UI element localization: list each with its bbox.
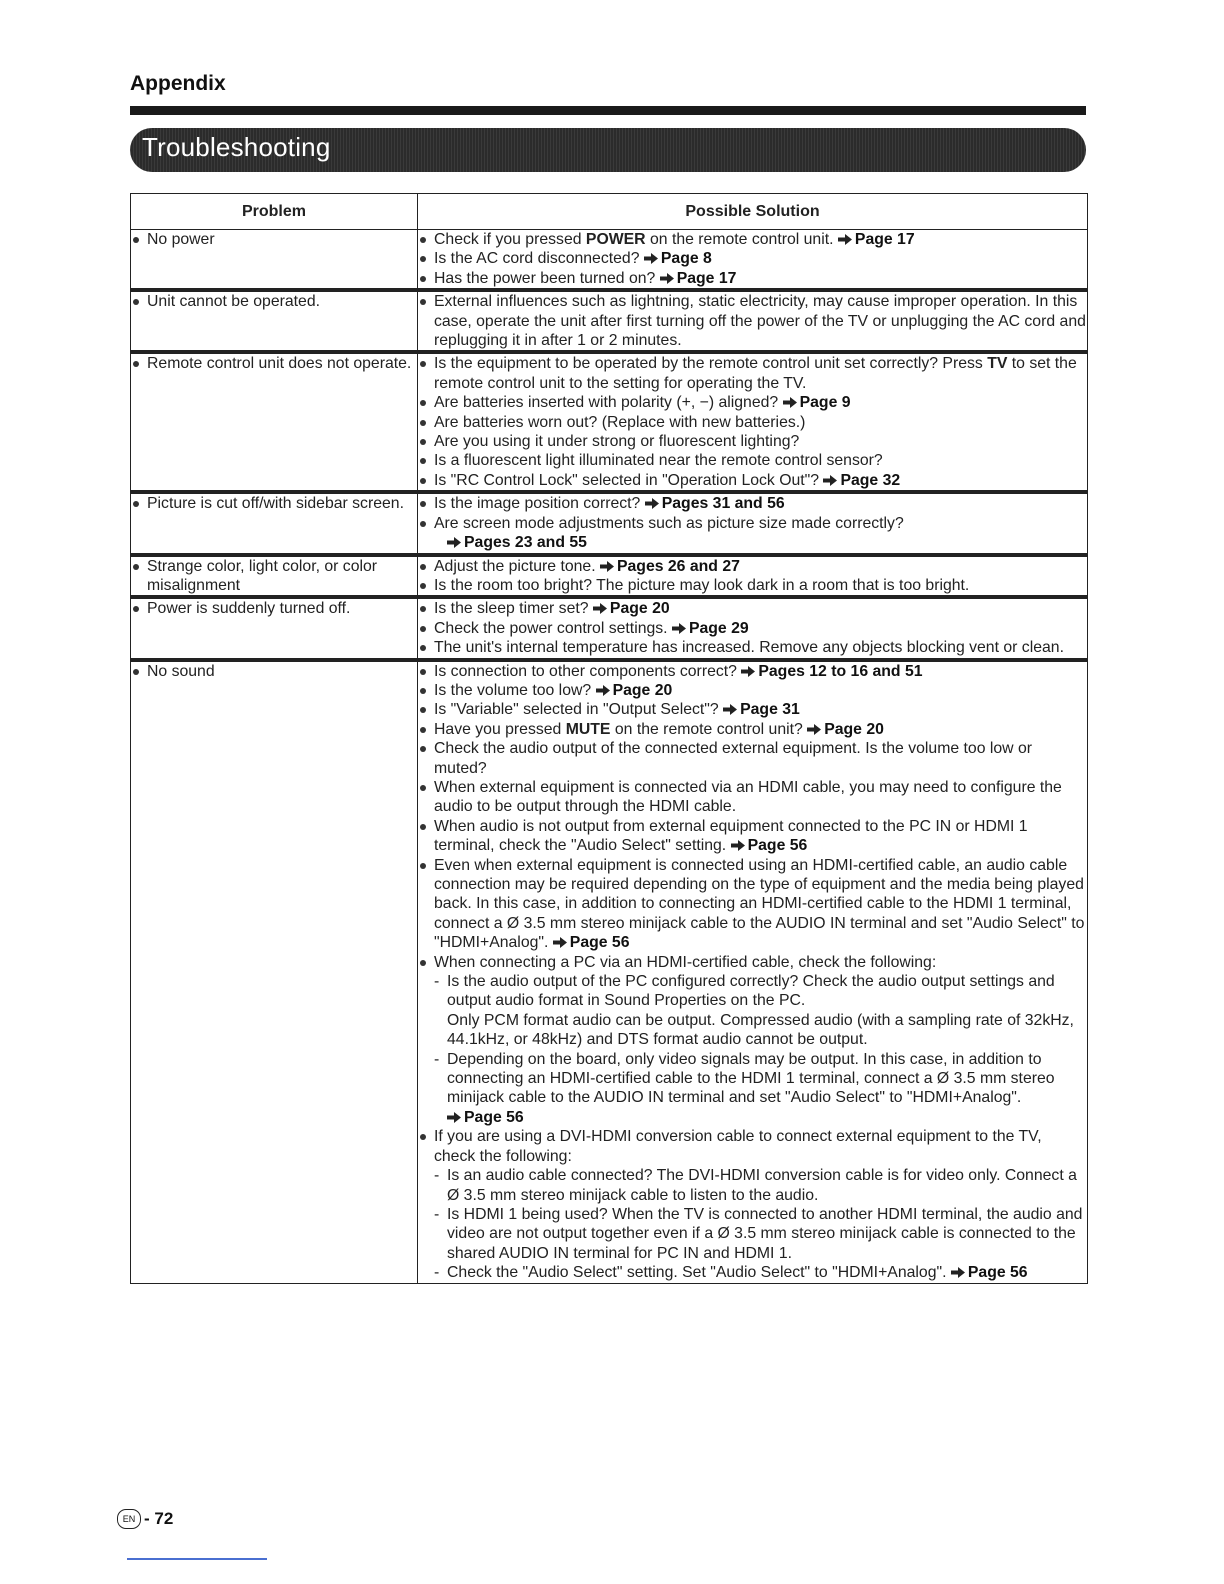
page-reference-arrow-icon [838,234,852,245]
button-name-text: TV [987,355,1008,373]
page-reference-arrow-icon [951,1267,965,1278]
solution-item [418,576,1087,595]
solution-text: Is the volume too low? [434,681,596,699]
page-reference [783,394,851,411]
page-reference [807,721,884,738]
page-reference-arrow-icon [596,685,610,696]
page-reference-arrow-icon [731,840,745,851]
header-problem: Problem [131,194,418,230]
solution-text: Is HDMI 1 being used? When the TV is connected to another HDMI terminal, the audio and video are not output together even if a Ø 3.5 mm stereo minijack cable is connected to the shared AUDIO IN terminal for PC IN and HDMI 1. [447,1205,1083,1262]
button-name-text: MUTE [565,720,611,738]
page-reference [741,663,922,680]
solution-text: Check the power control settings. [434,619,672,637]
problem-text: No power [131,230,417,249]
page-reference [951,1264,1028,1281]
solution-item [418,856,1087,953]
page-reference-label: Page 8 [660,250,712,268]
solution-cell [418,492,1088,554]
solution-text: Have you pressed [434,720,566,738]
solution-item [418,739,1087,778]
page-footer [117,1509,173,1529]
solution-item [418,1127,1087,1166]
solution-cell [418,230,1088,291]
problem-cell [131,492,418,554]
page-number: - 72 [144,1509,174,1528]
page-reference-arrow-icon [823,475,837,486]
solution-text: on the remote control unit. [645,231,838,248]
solution-text: on the remote control unit? [610,720,808,738]
page-reference-arrow-icon [783,397,797,408]
table-row [131,660,1088,1284]
solution-text: Is connection to other components correct? [434,662,742,680]
solution-text: Are you using it under strong or fluorescent lighting? [434,433,800,451]
page-reference-arrow-icon [741,666,755,677]
page-reference-label: Page 9 [799,394,851,412]
solution-text: Is the sleep timer set? [434,600,593,618]
solution-item [418,1205,1087,1263]
page-reference-label: Pages 23 and 55 [464,534,587,552]
solution-item [418,413,1087,432]
solution-text: Check the audio output of the connected external equipment. Is the volume too low or muted? [434,740,1033,777]
page-reference [593,600,670,617]
table-header-row [131,194,1088,230]
solution-text: Check the "Audio Select" setting. Set "Audio Select" to "HDMI+Analog". [447,1264,951,1282]
page-reference-label: Page 20 [609,600,670,618]
solution-item [418,1011,1087,1050]
problem-text: Picture is cut off/with sidebar screen. [131,494,417,513]
table-row [131,290,1088,352]
solution-text: Is the image position correct? [434,495,645,513]
solution-text: Is the equipment to be operated by the remote control unit set correctly? Press [434,355,988,373]
problem-cell [131,597,418,659]
solution-item [418,533,1087,552]
solution-text: If you are using a DVI-HDMI conversion cable to connect external equipment to the TV, check the following: [434,1128,1042,1165]
page-reference-label: Page 56 [747,837,808,855]
page-reference-label: Page 56 [569,934,630,952]
solution-cell [418,555,1088,598]
solution-item [418,292,1087,350]
page-reference-label: Page 17 [676,269,737,287]
solution-item [418,393,1087,412]
solution-text: Is the room too bright? The picture may look dark in a room that is too bright. [434,576,970,594]
solution-text: Is the AC cord disconnected? [434,250,644,268]
solution-cell [418,352,1088,492]
solution-cell [418,597,1088,659]
solution-text: Is the audio output of the PC configured correctly? Check the audio output settings and output audio format in Sound Properties on the PC. [447,973,1055,1010]
problem-text: Power is suddenly turned off. [131,599,417,618]
page-reference [596,682,673,699]
solution-text: Are batteries inserted with polarity (+, −) aligned? [434,394,783,412]
problem-cell [131,660,418,1284]
solution-item [418,471,1087,490]
page-reference-arrow-icon [723,704,737,715]
troubleshooting-table [130,193,1088,1284]
solution-text: Is an audio cable connected? The DVI-HDMI conversion cable is for video only. Connect a Ø 3.5 mm stereo minijack cable to listen to the audio. [447,1167,1077,1204]
table-row [131,597,1088,659]
page-reference-arrow-icon [553,937,567,948]
solution-item [418,953,1087,972]
page-title: Troubleshooting [142,132,331,162]
solution-text: Only PCM format audio can be output. Compressed audio (with a sampling rate of 32kHz, 44.1kHz, or 48kHz) and DTS format audio cannot be output. [447,1011,1074,1049]
solution-text: When external equipment is connected via an HDMI cable, you may need to configure the audio to be output through the HDMI cable. [434,778,1062,816]
solution-item [418,494,1087,513]
solution-item [418,514,1087,533]
solution-cell [418,660,1088,1284]
solution-cell [418,290,1088,352]
page-reference-arrow-icon [600,561,614,572]
table-row [131,492,1088,554]
page-reference-arrow-icon [447,537,461,548]
page-reference-label: Page 20 [824,720,884,738]
page-reference-label: Pages 26 and 27 [616,557,740,575]
solution-text: External influences such as lightning, static electricity, may cause improper operation. In this case, operate the unit after first turning off the power of the TV or unplugging the AC cord and replugging it in after 1 or 2 minutes. [434,293,1086,350]
language-badge-icon: EN [117,1509,141,1529]
solution-item [418,972,1087,1011]
solution-item [418,249,1087,268]
solution-item [418,619,1087,638]
solution-text: When connecting a PC via an HDMI-certified cable, check the following: [434,953,937,971]
page-reference-label: Page 56 [967,1264,1028,1282]
solution-text: Check if you pressed [434,231,586,248]
page-reference-arrow-icon [644,253,658,264]
problem-cell [131,290,418,352]
page-reference [823,472,900,489]
solution-item [418,720,1087,739]
solution-item [418,778,1087,817]
page-reference-arrow-icon [660,273,674,284]
problem-cell [131,230,418,291]
solution-text: When audio is not output from external equipment connected to the PC IN or HDMI 1 terminal, check the "Audio Select" setting. [434,817,1028,855]
solution-text: The unit's internal temperature has increased. Remove any objects blocking vent or clean. [434,639,1064,657]
footer-rule [127,1558,267,1560]
table-body [131,230,1088,1284]
solution-text: Depending on the board, only video signals may be output. In this case, in addition to connecting an HDMI-certified cable to the HDMI 1 terminal, connect a Ø 3.5 mm stereo minijack cable to the AUDIO IN terminal and set "Audio Select" to "HDMI+Analog". [447,1050,1055,1107]
solution-item [418,354,1087,393]
solution-item [418,700,1087,719]
page-reference-arrow-icon [447,1112,461,1123]
header-solution: Possible Solution [418,194,1088,230]
solution-text: Are screen mode adjustments such as picture size made correctly? [434,514,904,532]
section-label: Appendix [130,72,226,95]
solution-item [418,599,1087,618]
problem-cell [131,352,418,492]
page-reference-arrow-icon [645,498,659,509]
page-reference [660,270,737,287]
page-reference [447,1109,524,1126]
page-reference [600,558,740,575]
solution-text: Even when external equipment is connected using an HDMI-certified cable, an audio cable connection may be required depending on the type of equipment and the media being played back. In this case, in addition to connecting an HDMI-certified cable to the HDMI 1 terminal, connect a Ø 3.5 mm stereo minijack cable to the AUDIO IN terminal and set "Audio Select" to "HDMI+Analog". [434,856,1085,952]
problem-text: No sound [131,662,417,681]
solution-item [418,662,1087,681]
solution-item [418,817,1087,856]
solution-text: Has the power been turned on? [434,269,660,287]
page-reference [731,837,808,854]
page-reference-label: Page 32 [840,471,901,489]
page-reference [723,701,800,718]
solution-item [418,1050,1087,1128]
solution-item [418,557,1087,576]
solution-item [418,432,1087,451]
page-reference [838,231,915,248]
header-rule [130,106,1086,115]
solution-text: Is a fluorescent light illuminated near the remote control sensor? [434,452,883,470]
solution-item [418,230,1087,249]
page-reference-arrow-icon [807,724,821,735]
problem-cell [131,555,418,598]
page-reference-arrow-icon [593,603,607,614]
page-reference [672,620,749,637]
solution-item [418,681,1087,700]
solution-text: Is "RC Control Lock" selected in "Operation Lock Out"? [434,471,824,489]
solution-text: Are batteries worn out? (Replace with new batteries.) [434,413,806,431]
table-row [131,555,1088,598]
solution-item [418,269,1087,288]
page-reference [645,495,785,512]
button-name-text: POWER [585,231,646,248]
solution-text: to set the remote control unit to the setting for operating the TV. [434,355,1077,392]
solution-text: Is "Variable" selected in "Output Select"? [434,701,724,719]
page-reference-label: Page 56 [464,1108,524,1126]
page-reference [644,250,712,267]
table-row [131,352,1088,492]
page-reference-label: Pages 31 and 56 [661,495,785,513]
solution-item [418,451,1087,470]
page-reference-label: Page 17 [854,231,915,248]
page-reference-label: Page 29 [688,619,749,637]
page-reference [553,934,630,951]
solution-item [418,638,1087,657]
title-banner [130,128,1086,172]
solution-text: Adjust the picture tone. [434,557,600,575]
problem-text: Strange color, light color, or color misalignment [131,557,417,596]
solution-item [418,1166,1087,1205]
page-reference-label: Pages 12 to 16 and 51 [758,662,923,680]
problem-text: Remote control unit does not operate. [131,354,417,373]
page-reference-label: Page 20 [612,681,673,699]
table-row [131,230,1088,291]
solution-item [418,1263,1087,1282]
page-reference-label: Page 31 [740,701,800,719]
page-reference [447,534,587,551]
problem-text: Unit cannot be operated. [131,292,417,311]
page-reference-arrow-icon [672,623,686,634]
